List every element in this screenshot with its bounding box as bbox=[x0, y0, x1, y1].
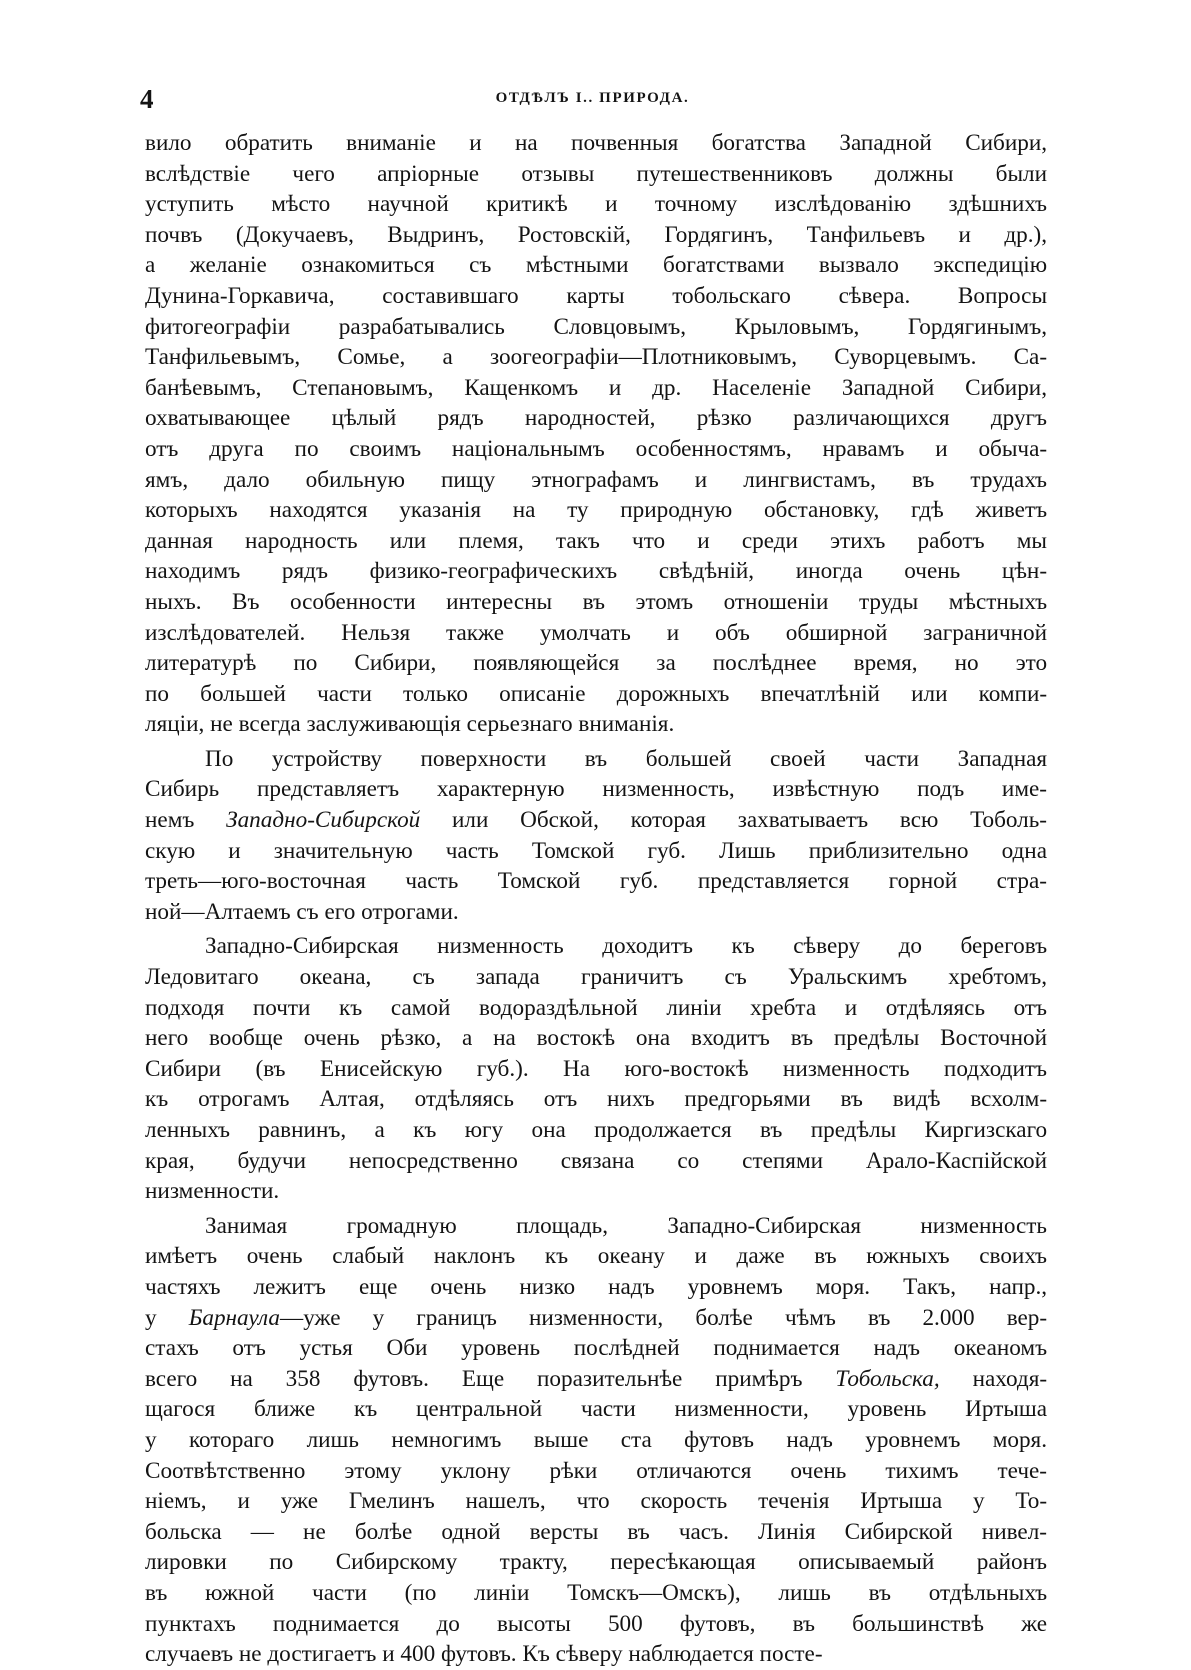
text-line: Танфильевымъ, Сомье, а зоогеографіи—Плотниковымъ, Суворцевымъ. Са- bbox=[145, 344, 1048, 371]
text-line: находимъ рядъ физико-географическихъ свѣдѣній, иногда очень цѣн- bbox=[145, 558, 1048, 585]
text-line: случаевъ не достигаетъ и 400 футовъ. Къ сѣверу наблюдается посте- bbox=[145, 1641, 823, 1668]
text-line: отъ друга по своимъ національнымъ особенностямъ, нравамъ и обыча- bbox=[145, 435, 1048, 462]
paragraph bbox=[145, 931, 1047, 1206]
text-line: частяхъ лежитъ еще очень низко надъ уровнемъ моря. Такъ, напр., bbox=[145, 1273, 1048, 1300]
text-line: Сибири (въ Енисейскую губ.). На юго-востокѣ низменность подходитъ bbox=[145, 1055, 1048, 1082]
text-line: вило обратить вниманіе и на почвенныя богатства Западной Сибири, bbox=[145, 130, 1048, 156]
text-line: подходя почти къ самой водораздѣльной линіи хребта и отдѣляясь отъ bbox=[145, 994, 1048, 1021]
paragraph bbox=[145, 128, 1047, 740]
text-line: къ отрогамъ Алтая, отдѣляясь отъ нихъ предгорьями въ видѣ всхолм- bbox=[145, 1086, 1048, 1113]
page-number: 4 bbox=[140, 84, 154, 114]
text-line: Занимая громадную площадь, Западно-Сибирская низменность bbox=[205, 1212, 1047, 1239]
text-line: вслѣдствіе чего апріорные отзывы путешественниковъ должны были bbox=[145, 160, 1048, 187]
text-line: а желаніе ознакомиться съ мѣстными богатствами вызвало экспедицію bbox=[145, 252, 1048, 279]
text-line: у Барнаула—уже у границъ низменности, болѣе чѣмъ въ 2.000 вер- bbox=[145, 1304, 1048, 1331]
text-line: скую и значительную часть Томской губ. Лишь приблизительно одна bbox=[145, 837, 1048, 864]
text-line: Дунина-Горкавича, составившаго карты тобольскаго сѣвера. Вопросы bbox=[145, 282, 1048, 309]
text-line: ленныхъ равнинъ, а къ югу она продолжается въ предѣлы Киргизскаго bbox=[145, 1117, 1048, 1143]
text-line: немъ Западно-Сибирской или Обской, которая захватываетъ всю Тоболь- bbox=[145, 807, 1048, 834]
text-line: ніемъ, и уже Гмелинъ нашелъ, что скорость теченія Иртыша у То- bbox=[145, 1488, 1048, 1515]
text-line: Соотвѣтственно этому уклону рѣки отличаются очень тихимъ тече- bbox=[145, 1457, 1048, 1484]
text-line: ныхъ. Въ особенности интересны въ этомъ отношеніи труды мѣстныхъ bbox=[145, 588, 1048, 615]
text-line: у котораго лишь немногимъ выше ста футовъ надъ уровнемъ моря. bbox=[145, 1426, 1048, 1453]
text-line: данная народность или племя, такъ что и среди этихъ работъ мы bbox=[145, 527, 1047, 554]
text-line: по большей части только описаніе дорожныхъ впечатлѣній или компи- bbox=[145, 680, 1048, 707]
text-line: треть—юго-восточная часть Томской губ. представляется горной стра- bbox=[145, 868, 1047, 895]
paragraph bbox=[145, 1211, 1047, 1670]
page-header bbox=[140, 84, 1045, 114]
text-line: ямъ, дало обильную пищу этнографамъ и лингвистамъ, въ трудахъ bbox=[145, 466, 1048, 493]
text-line: щагося ближе къ центральной части низменности, уровень Иртыша bbox=[145, 1396, 1048, 1423]
text-line: банѣевымъ, Степановымъ, Кащенкомъ и др. Населеніе Западной Сибири, bbox=[145, 374, 1047, 401]
text-line: По устройству поверхности въ большей своей части Западная bbox=[205, 745, 1048, 772]
text-line: которыхъ находятся указанія на ту природную обстановку, гдѣ живетъ bbox=[145, 497, 1048, 524]
text-line: почвъ (Докучаевъ, Выдринъ, Ростовскій, Гордягинъ, Танфильевъ и др.), bbox=[145, 221, 1048, 248]
running-head: ОТДѢЛЪ I.. ПРИРОДА. bbox=[495, 90, 690, 106]
text-line: фитогеографіи разрабатывались Словцовымъ, Крыловымъ, Гордягинымъ, bbox=[145, 313, 1047, 340]
text-line: больска — не болѣе одной версты въ часъ. Линія Сибирской нивел- bbox=[145, 1518, 1047, 1545]
text-line: всего на 358 футовъ. Еще поразительнѣе примѣръ Тобольска, находя- bbox=[145, 1365, 1048, 1392]
text-line: литературѣ по Сибири, появляющейся за послѣднее время, но это bbox=[145, 650, 1048, 677]
text-line: низменности. bbox=[145, 1178, 280, 1205]
text-line: охватывающее цѣлый рядъ народностей, рѣзко различающихся другъ bbox=[145, 405, 1048, 432]
text-line: Западно-Сибирская низменность доходитъ къ сѣверу до береговъ bbox=[205, 933, 1048, 960]
text-line: ной—Алтаемъ съ его отрогами. bbox=[145, 898, 459, 925]
text-line: края, будучи непосредственно связана со степями Арало-Каспійской bbox=[145, 1147, 1048, 1174]
text-line: стахъ отъ устья Оби уровень послѣдней поднимается надъ океаномъ bbox=[145, 1335, 1048, 1362]
text-line: лировки по Сибирскому тракту, пересѣкающая описываемый районъ bbox=[145, 1549, 1048, 1576]
text-line: Ледовитаго океана, съ запада граничитъ съ Уральскимъ хребтомъ, bbox=[145, 964, 1047, 991]
text-line: пунктахъ поднимается до высоты 500 футовъ, въ большинствѣ же bbox=[145, 1610, 1048, 1637]
text-line: имѣетъ очень слабый наклонъ къ океану и даже въ южныхъ своихъ bbox=[145, 1243, 1048, 1270]
text-line: изслѣдователей. Нельзя также умолчать и объ обширной заграничной bbox=[145, 619, 1048, 646]
text-line: Сибирь представляетъ характерную низменность, извѣстную подъ име- bbox=[145, 776, 1048, 803]
paragraph bbox=[145, 744, 1047, 928]
body-text bbox=[145, 128, 1047, 1670]
text-line: ляціи, не всегда заслуживающія серьезнаго вниманія. bbox=[145, 711, 675, 738]
text-line: въ южной части (по линіи Томскъ—Омскъ), лишь въ отдѣльныхъ bbox=[145, 1579, 1048, 1606]
text-line: него вообще очень рѣзко, а на востокѣ она входитъ въ предѣлы Восточной bbox=[145, 1025, 1047, 1052]
text-line: уступить мѣсто научной критикѣ и точному изслѣдованію здѣшнихъ bbox=[145, 191, 1047, 218]
